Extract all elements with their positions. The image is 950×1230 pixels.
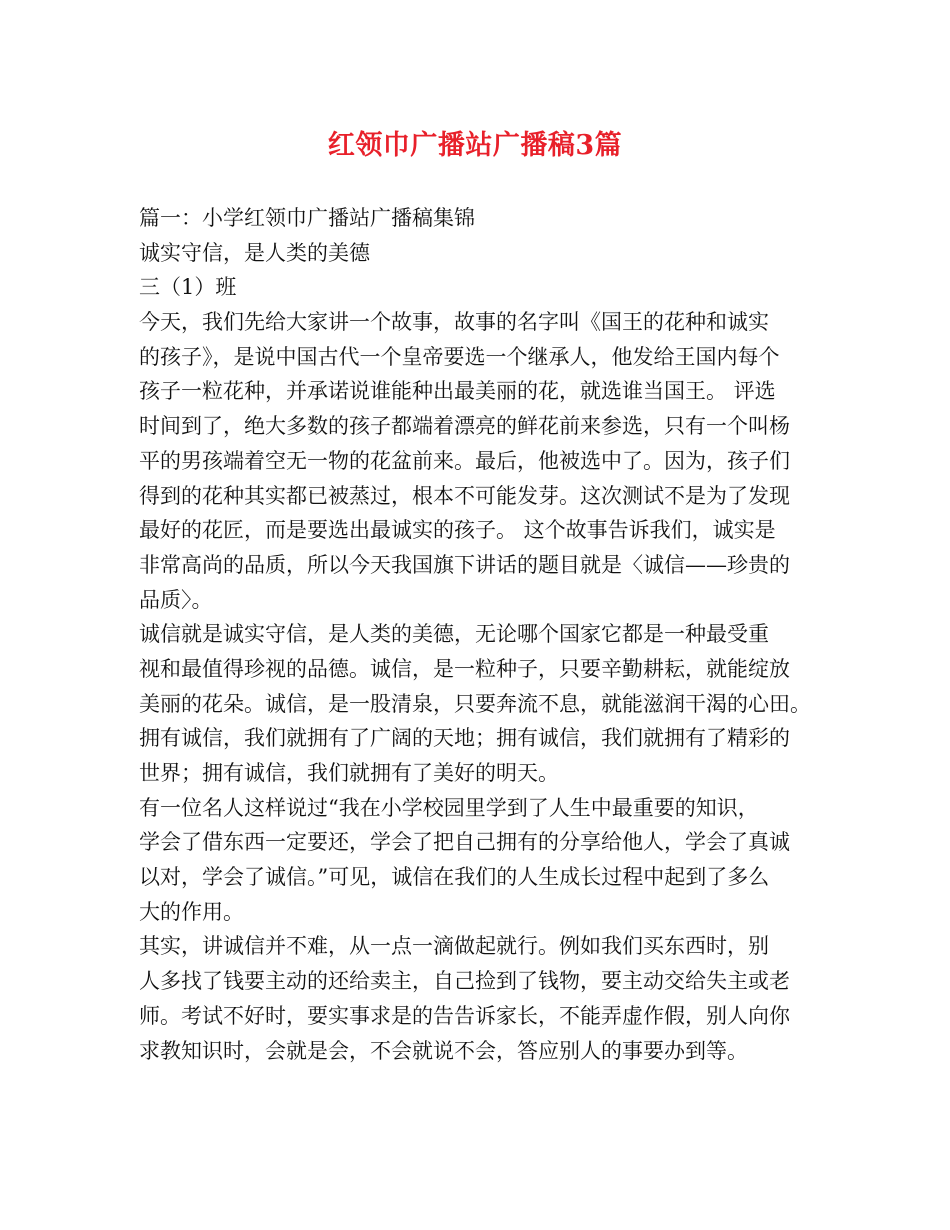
text-line: 师。考试不好时，要实事求是的告告诉家长，不能弄虚作假，别人向你: [139, 1003, 790, 1028]
text-line: 最好的花匠，而是要选出最诚实的孩子。 这个故事告诉我们，诚实是: [139, 518, 776, 543]
text-line: 人多找了钱要主动的还给卖主，自己捡到了钱物，要主动交给失主或老: [139, 969, 790, 994]
text-line: 以对，学会了诚信。”可见，诚信在我们的人生成长过程中起到了多么: [139, 865, 770, 890]
text-line: 品质〉。: [139, 587, 213, 612]
text-line: 平的男孩端着空无一物的花盆前来。最后，他被选中了。因为，孩子们: [139, 448, 790, 473]
text-line: 美丽的花朵。诚信，是一股清泉，只要奔流不息，就能滋润干渴的心田。: [139, 691, 811, 716]
text-line: 诚实守信，是人类的美德: [139, 240, 370, 265]
text-line: 求教知识时，会就是会，不会就说不会，答应别人的事要办到等。: [139, 1038, 748, 1063]
text-line: 视和最值得珍视的品德。诚信，是一粒种子，只要辛勤耕耘，就能绽放: [139, 656, 790, 681]
text-line: 篇一：小学红领巾广播站广播稿集锦: [139, 206, 475, 230]
text-line: 大的作用。: [139, 899, 244, 924]
text-line: 三（1）班: [139, 275, 237, 300]
document-body: [139, 201, 819, 1068]
text-line: 诚信就是诚实守信，是人类的美德，无论哪个国家它都是一种最受重: [139, 622, 769, 647]
document-title: 红领巾广播站广播稿3篇: [327, 130, 623, 161]
text-line: 时间到了，绝大多数的孩子都端着漂亮的鲜花前来参选，只有一个叫杨: [139, 414, 790, 439]
text-line: 今天，我们先给大家讲一个故事，故事的名字叫《国王的花种和诚实: [139, 310, 769, 335]
text-line: 拥有诚信，我们就拥有了广阔的天地；拥有诚信，我们就拥有了精彩的: [139, 726, 790, 751]
text-line: 孩子一粒花种，并承诺说谁能种出最美丽的花，就选谁当国王。 评选: [139, 379, 776, 404]
text-line: 非常高尚的品质，所以今天我国旗下讲话的题目就是〈诚信——珍贵的: [139, 552, 790, 577]
text-line: 有一位名人这样说过“我在小学校园里学到了人生中最重要的知识，: [139, 795, 759, 820]
text-line: 其实，讲诚信并不难，从一点一滴做起就行。例如我们买东西时，别: [139, 934, 769, 959]
text-line: 学会了借东西一定要还，学会了把自己拥有的分享给他人，学会了真诚: [139, 830, 790, 855]
text-line: 世界；拥有诚信，我们就拥有了美好的明天。: [139, 761, 559, 785]
text-line: 得到的花种其实都已被蒸过，根本不可能发芽。这次测试不是为了发现: [139, 483, 790, 508]
text-line: 的孩子》，是说中国古代一个皇帝要选一个继承人，他发给王国内每个: [139, 344, 780, 369]
